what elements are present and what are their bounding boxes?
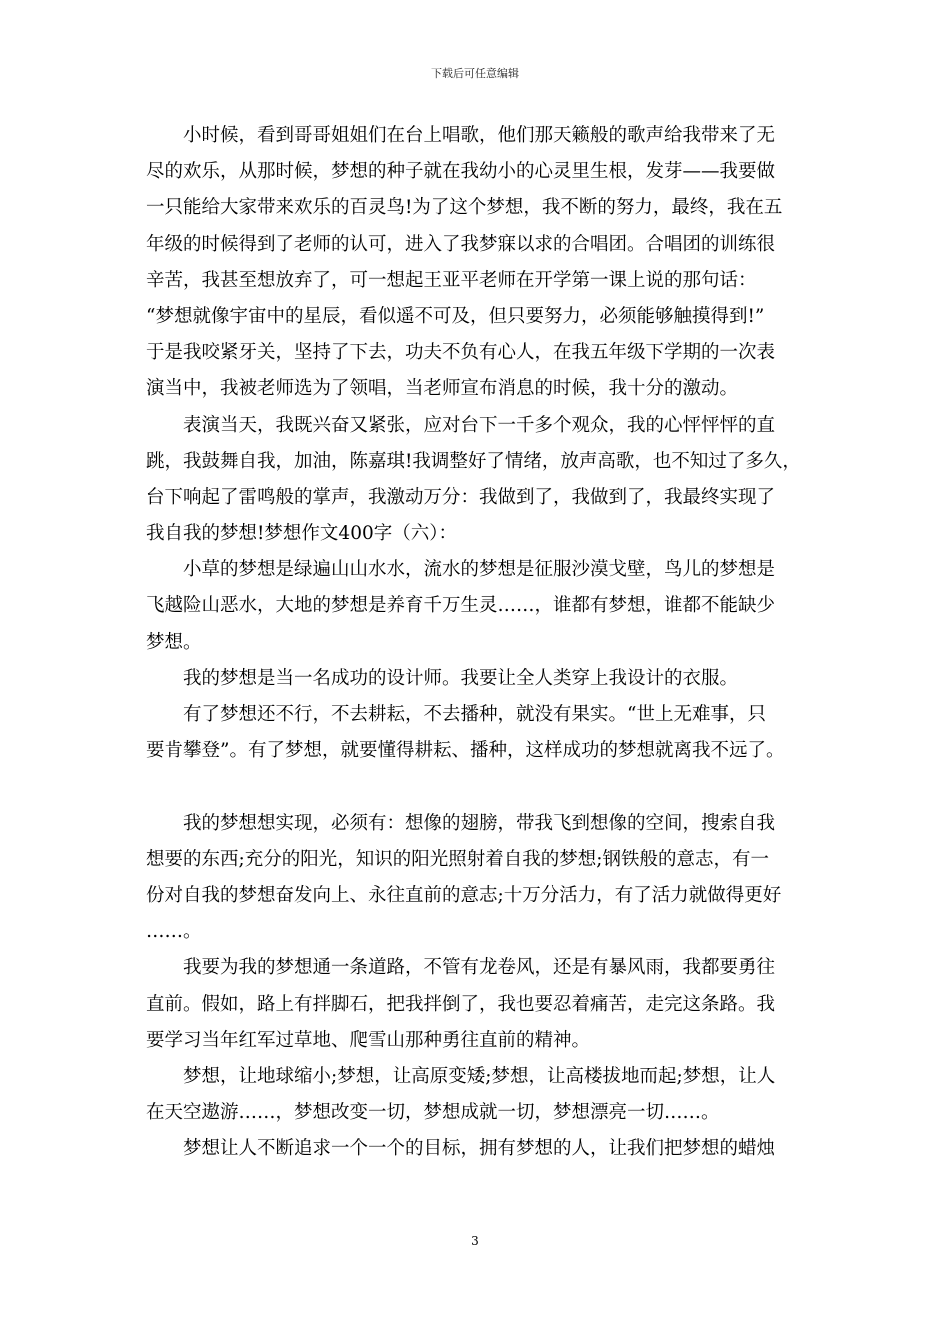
text-line: 梦想让人不断追求一个一个的目标，拥有梦想的人，让我们把梦想的蜡烛 [183, 1138, 776, 1160]
text-line: 我的梦想是当一名成功的设计师。我要让全人类穿上我设计的衣服。 [183, 667, 739, 689]
text-line: 梦想，让地球缩小;梦想，让高原变矮;梦想，让高楼拔地而起;梦想，让人 [183, 1065, 776, 1087]
text-line: 年级的时候得到了老师的认可，进入了我梦寐以求的合唱团。合唱团的训练很 [146, 233, 776, 255]
text-line: 小草的梦想是绿遍山山水水，流水的梦想是征服沙漠戈壁，鸟儿的梦想是 [183, 559, 776, 581]
text-line: 尽的欢乐，从那时候，梦想的种子就在我幼小的心灵里生根，发芽——我要做 [146, 161, 776, 183]
text-line: 份对自我的梦想奋发向上、永往直前的意志;十万分活力，有了活力就做得更好 [146, 884, 782, 906]
text-line: 演当中，我被老师选为了领唱，当老师宣布消息的时候，我十分的激动。 [146, 378, 739, 400]
text-line: 要肯攀登”。有了梦想，就要懂得耕耘、播种，这样成功的梦想就离我不远了。 [146, 740, 785, 762]
document-body [146, 118, 818, 1167]
text-line: 辛苦，我甚至想放弃了，可一想起王亚平老师在开学第一课上说的那句话： [146, 269, 757, 291]
text-line: 台下响起了雷鸣般的掌声，我激动万分：我做到了，我做到了，我最终实现了 [146, 486, 776, 508]
page-header: 下载后可任意编辑 [431, 67, 519, 80]
text-line: 小时候，看到哥哥姐姐们在台上唱歌，他们那天籁般的歌声给我带来了无 [183, 125, 776, 146]
text-line: 表演当天，我既兴奋又紧张，应对台下一千多个观众，我的心怦怦怦的直 [183, 414, 776, 436]
text-line: 于是我咬紧牙关，坚持了下去，功夫不负有心人，在我五年级下学期的一次表 [146, 342, 776, 364]
text-line: 我自我的梦想!梦想作文400字（六）： [146, 523, 457, 545]
blank-line [146, 769, 818, 805]
text-line: 想要的东西;充分的阳光，知识的阳光照射着自我的梦想;钢铁般的意志，有一 [146, 848, 769, 870]
text-line: 我的梦想想实现，必须有：想像的翅膀，带我飞到想像的空间，搜索自我 [183, 812, 776, 834]
text-line: 直前。假如，路上有拌脚石，把我拌倒了，我也要忍着痛苦，走完这条路。我 [146, 993, 776, 1015]
text-line: 要学习当年红军过草地、爬雪山那种勇往直前的精神。 [146, 1029, 591, 1051]
text-line: 有了梦想还不行，不去耕耘，不去播种，就没有果实。“世上无难事，只 [183, 704, 766, 725]
text-line: 梦想。 [146, 631, 202, 653]
text-line: 我要为我的梦想通一条道路，不管有龙卷风，还是有暴风雨，我都要勇往 [183, 957, 776, 979]
text-line: 飞越险山恶水，大地的梦想是养育千万生灵……，谁都有梦想，谁都不能缺少 [146, 595, 776, 617]
text-line: 一只能给大家带来欢乐的百灵鸟!为了这个梦想，我不断的努力，最终，我在五 [146, 197, 783, 219]
page-number: 3 [471, 1234, 479, 1248]
text-line: 跳，我鼓舞自我，加油，陈嘉琪!我调整好了情绪，放声高歌，也不知过了多久， [146, 450, 801, 472]
text-line: 在天空遨游……，梦想改变一切，梦想成就一切，梦想漂亮一切……。 [146, 1102, 720, 1124]
text-line: “梦想就像宇宙中的星辰，看似遥不可及，但只要努力，必须能够触摸得到!” [146, 305, 765, 327]
text-line: ……。 [146, 921, 202, 943]
